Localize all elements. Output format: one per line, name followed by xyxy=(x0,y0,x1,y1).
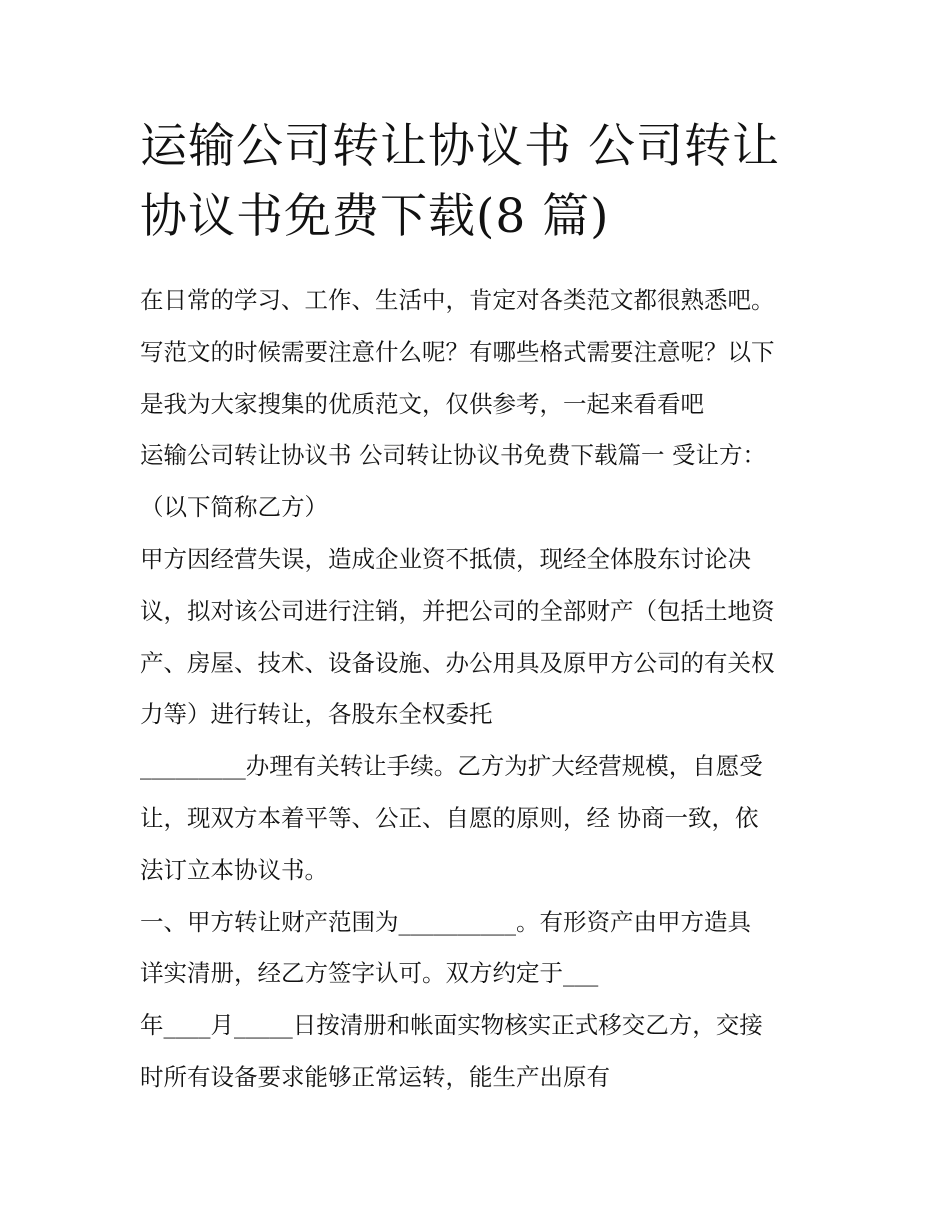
section-heading-line: 运输公司转让协议书 公司转让协议书免费下载篇一 受让方： xyxy=(140,441,766,470)
document-title xyxy=(140,112,820,252)
title-line: 协议书免费下载(8 篇) xyxy=(140,189,610,244)
party-note-line: （以下简称乙方） xyxy=(140,493,328,522)
intro-line: 在日常的学习、工作、生活中，肯定对各类范文都很熟悉吧。 xyxy=(140,286,775,314)
clause-line: 时所有设备要求能够正常运转，能生产出原有 xyxy=(140,1062,610,1091)
intro-line: 写范文的时候需要注意什么呢？有哪些格式需要注意呢？以下 xyxy=(140,337,775,366)
clause-line: 详实清册，经乙方签字认可。双方约定于___ xyxy=(140,959,599,988)
clause-line: 一、甲方转让财产范围为__________。有形资产由甲方造具 xyxy=(140,907,751,936)
paragraph-line: 力等）进行转让，各股东全权委托 xyxy=(140,700,493,729)
intro-line: 是我为大家搜集的优质范文，仅供参考，一起来看看吧 xyxy=(140,389,704,418)
document-body xyxy=(140,275,830,1104)
paragraph-line: 法订立本协议书。 xyxy=(140,855,328,884)
paragraph-line: 产、房屋、技术、设备设施、办公用具及原甲方公司的有关权 xyxy=(140,648,775,677)
title-line: 运输公司转让协议书 公司转让 xyxy=(140,119,780,174)
paragraph-line: 甲方因经营失误，造成企业资不抵债，现经全体股东讨论决 xyxy=(140,544,751,573)
paragraph-line: 让，现双方本着平等、公正、自愿的原则，经 协商一致，依 xyxy=(140,803,759,832)
clause-line: 年____月_____日按清册和帐面实物核实正式移交乙方，交接 xyxy=(140,1011,763,1040)
paragraph-line: 议，拟对该公司进行注销，并把公司的全部财产（包括土地资 xyxy=(140,596,775,625)
paragraph-line: _________办理有关转让手续。乙方为扩大经营规模，自愿受 xyxy=(140,752,763,781)
